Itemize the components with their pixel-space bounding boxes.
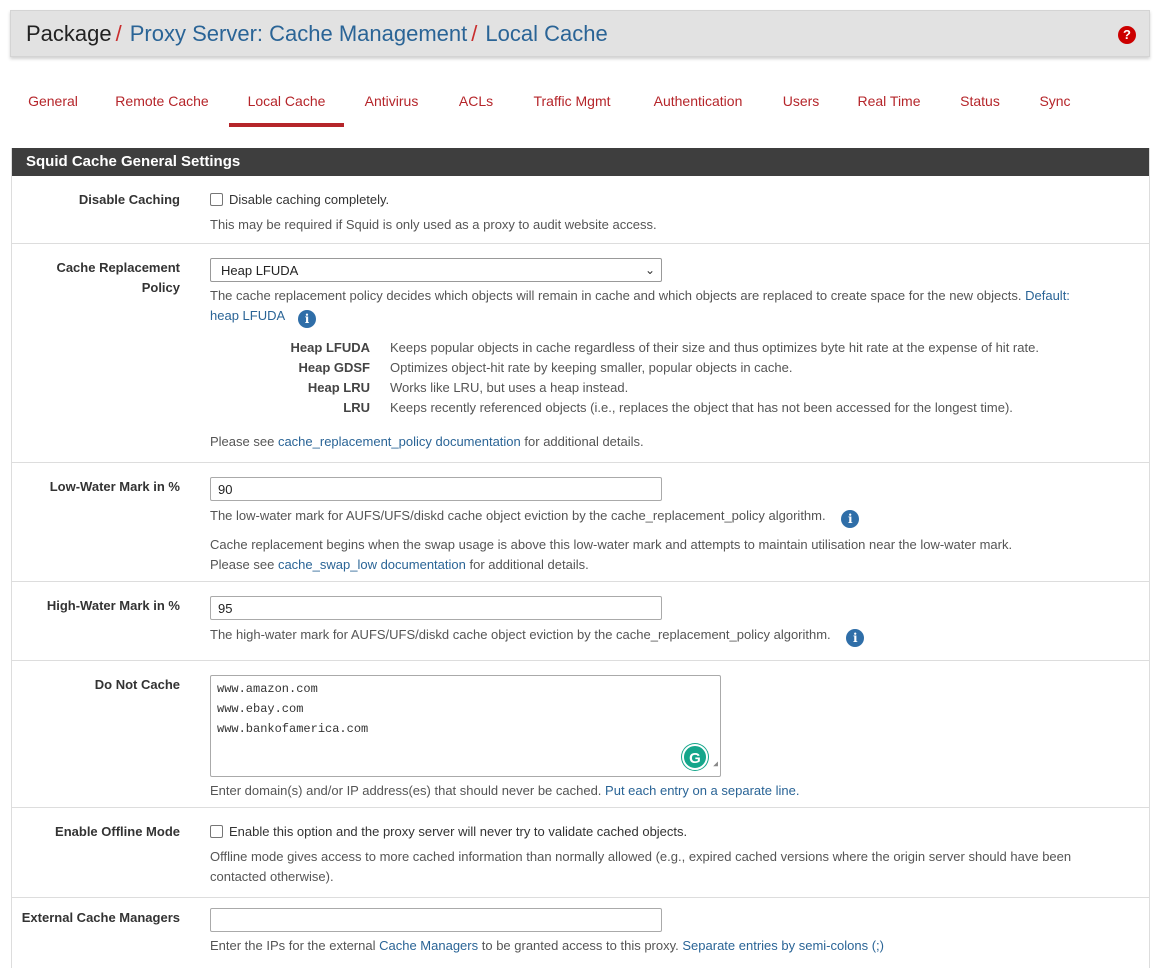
tab-antivirus[interactable]: Antivirus xyxy=(364,93,419,109)
tab-real-time[interactable]: Real Time xyxy=(857,93,921,109)
offline-mode-help xyxy=(210,847,1135,887)
policy-desc: Works like LRU, but uses a heap instead. xyxy=(390,380,629,395)
policy-name: Heap GDSF xyxy=(298,360,370,375)
row-external-cache-managers xyxy=(12,898,1149,968)
chevron-down-icon: ⌄ xyxy=(644,263,655,277)
tab-general[interactable]: General xyxy=(28,93,78,109)
disable-caching-checkbox[interactable] xyxy=(210,193,223,206)
high-water-mark-input[interactable]: 95 xyxy=(210,596,662,620)
policy-help xyxy=(210,286,1135,328)
breadcrumb-separator: / xyxy=(115,21,122,46)
do-not-cache-label: Do Not Cache xyxy=(94,677,180,692)
separate-line-link[interactable]: Put each entry on a separate line. xyxy=(605,783,800,798)
low-water-help-2: Cache replacement begins when the swap usage is above this low-water mark and attempts to maintain utilisation near the low-water mark. xyxy=(210,537,1013,552)
tab-authentication[interactable]: Authentication xyxy=(653,93,743,109)
offline-mode-label: Enable Offline Mode xyxy=(55,824,180,839)
panel-title: Squid Cache General Settings xyxy=(12,148,1149,176)
row-cache-replacement-policy xyxy=(12,244,1149,463)
do-not-cache-textarea[interactable] xyxy=(210,675,721,777)
row-low-water-mark xyxy=(12,463,1149,582)
info-icon[interactable]: i xyxy=(298,310,316,328)
do-not-cache-help xyxy=(210,781,1135,801)
policy-name: LRU xyxy=(343,400,370,415)
policy-see-docs xyxy=(210,432,644,452)
see-suffix: for additional details. xyxy=(469,557,589,572)
label-line: Cache Replacement xyxy=(56,260,180,275)
external-managers-help xyxy=(210,936,1135,956)
question-circle-icon[interactable]: ? xyxy=(1118,26,1136,44)
cache-swap-low-doc-link[interactable]: cache_swap_low documentation xyxy=(277,557,466,572)
see-suffix: for additional details. xyxy=(524,434,644,449)
cache-replacement-policy-select[interactable] xyxy=(210,258,662,282)
row-disable-caching xyxy=(12,176,1149,244)
breadcrumb-local-cache[interactable]: Local Cache xyxy=(485,21,608,46)
cache-replacement-policy-label xyxy=(12,258,180,298)
default-prefix-link[interactable]: Default: xyxy=(1025,288,1070,303)
row-offline-mode xyxy=(12,808,1149,898)
tab-users[interactable]: Users xyxy=(782,93,820,109)
disable-caching-help: This may be required if Squid is only used as a proxy to audit website access. xyxy=(210,217,657,232)
offline-help-line: contacted otherwise). xyxy=(210,869,334,884)
see-prefix: Please see xyxy=(210,557,275,572)
low-water-mark-label: Low-Water Mark in % xyxy=(49,479,180,494)
tab-remote-cache[interactable]: Remote Cache xyxy=(115,93,209,109)
offline-mode-checkbox[interactable] xyxy=(210,825,223,838)
breadcrumb-separator: / xyxy=(471,21,478,46)
low-water-see-docs xyxy=(210,555,1135,575)
select-value: Heap LFUDA xyxy=(221,263,299,278)
policy-name: Heap LFUDA xyxy=(290,340,370,355)
cache-replacement-policy-doc-link[interactable]: cache_replacement_policy documentation xyxy=(277,434,521,449)
info-icon[interactable]: i xyxy=(841,510,859,528)
policy-desc: Keeps recently referenced objects (i.e., replaces the object that has not been accessed for the longest time). xyxy=(390,400,1013,415)
textarea-line: www.ebay.com xyxy=(217,702,304,716)
page-header xyxy=(10,10,1150,57)
breadcrumb-cache-management[interactable]: Proxy Server: Cache Management xyxy=(129,21,468,46)
policy-help-text: The cache replacement policy decides which objects will remain in cache and which objects are replaced to create space for the new objects. xyxy=(210,288,1022,303)
row-do-not-cache xyxy=(12,661,1149,808)
do-not-cache-help-text: Enter domain(s) and/or IP address(es) that should never be cached. xyxy=(210,783,602,798)
high-water-mark-label: High-Water Mark in % xyxy=(46,598,180,613)
label-line: Policy xyxy=(141,280,180,295)
see-prefix: Please see xyxy=(210,434,275,449)
breadcrumb xyxy=(26,21,608,47)
cache-managers-link[interactable]: Cache Managers xyxy=(379,938,479,953)
info-icon[interactable]: i xyxy=(846,629,864,647)
offline-mode-text: Enable this option and the proxy server will never try to validate cached objects. xyxy=(229,824,688,839)
disable-caching-text: Disable caching completely. xyxy=(229,192,390,207)
grammarly-icon[interactable]: G xyxy=(682,744,708,770)
tab-local-cache[interactable]: Local Cache xyxy=(229,76,344,127)
tab-sync[interactable]: Sync xyxy=(1039,93,1071,109)
default-value-link[interactable]: heap LFUDA xyxy=(210,308,285,323)
tab-acls[interactable]: ACLs xyxy=(458,93,494,109)
disable-caching-option xyxy=(210,190,1135,210)
settings-panel xyxy=(11,148,1150,968)
offline-mode-option xyxy=(210,822,1135,842)
row-high-water-mark xyxy=(12,582,1149,661)
high-water-help-text: The high-water mark for AUFS/UFS/diskd cache object eviction by the cache_replacement_policy algorithm. xyxy=(210,627,831,642)
policy-desc: Optimizes object-hit rate by keeping smaller, popular objects in cache. xyxy=(390,360,793,375)
policy-name: Heap LRU xyxy=(307,380,370,395)
policy-desc: Keeps popular objects in cache regardless of their size and thus optimizes byte hit rate at the expense of hit rate. xyxy=(390,340,1039,355)
low-water-mark-input[interactable]: 90 xyxy=(210,477,662,501)
external-help-text: Enter the IPs for the external xyxy=(210,938,376,953)
textarea-line: www.amazon.com xyxy=(217,682,318,696)
low-water-help-text: The low-water mark for AUFS/UFS/diskd cache object eviction by the cache_replacement_policy algorithm. xyxy=(210,508,826,523)
external-help-text: to be granted access to this proxy. xyxy=(481,938,679,953)
textarea-line: www.bankofamerica.com xyxy=(217,722,369,736)
external-cache-managers-input[interactable] xyxy=(210,908,662,932)
breadcrumb-root: Package xyxy=(26,21,112,46)
low-water-help xyxy=(210,506,1135,528)
external-cache-managers-label: External Cache Managers xyxy=(21,910,180,925)
high-water-help xyxy=(210,625,1135,647)
separate-entries-link[interactable]: Separate entries by semi-colons (;) xyxy=(682,938,884,953)
resize-grip-icon[interactable]: ◢ xyxy=(713,760,718,769)
tab-traffic-mgmt[interactable]: Traffic Mgmt xyxy=(533,93,611,109)
tab-status[interactable]: Status xyxy=(960,93,1000,109)
offline-help-line: Offline mode gives access to more cached information than normally allowed (e.g., expired cached versions where the origin server should have been xyxy=(210,849,1072,864)
disable-caching-label: Disable Caching xyxy=(78,192,180,207)
